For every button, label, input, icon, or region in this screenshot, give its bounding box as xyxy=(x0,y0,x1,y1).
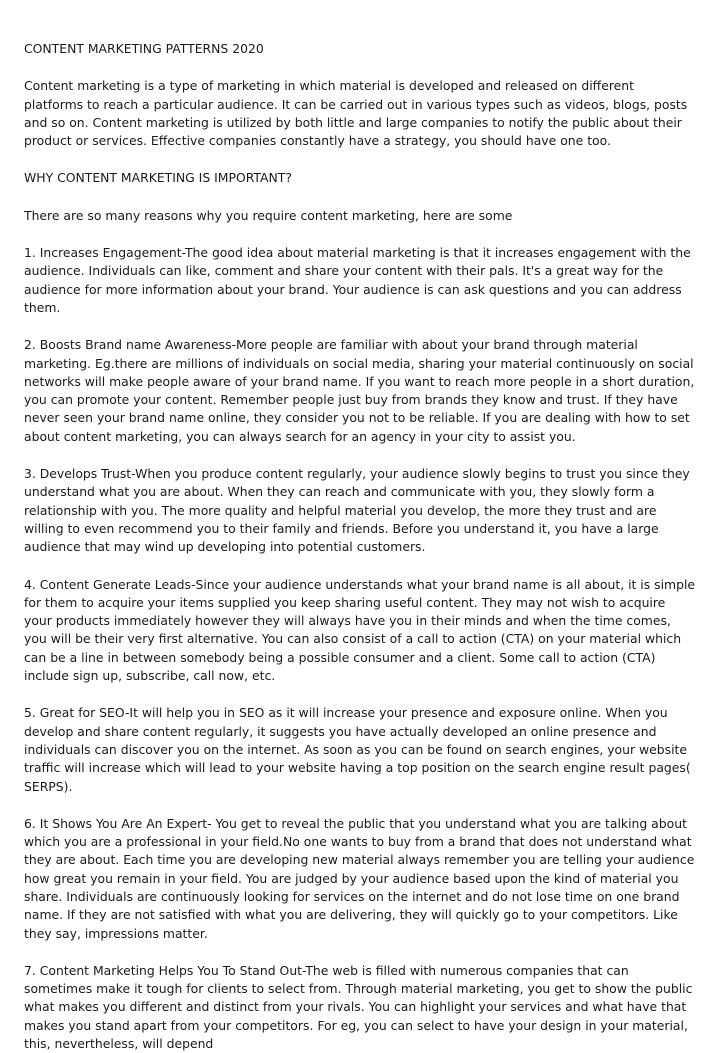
point-paragraph-4: 4. Content Generate Leads-Since your audience understands what your brand name is all about, it is simple for them to acquire your items supplied you keep sharing useful content. They may not wish to acquire your products immediately however they will always have you in their minds and when the time comes, you will be their very first alternative. You can also consist of a call to action (CTA) on your material which can be a line in between somebody being a possible consumer and a client. Some call to action (CTA) include sign up, subscribe, call now, etc. xyxy=(24,576,696,684)
point-paragraph-6: 6. It Shows You Are An Expert- You get to reveal the public that you understand what you are talking about which you are a professional in your field.No one wants to buy from a brand that does not understand what they are about. Each time you are developing new material always remember you are telling your audience how great you remain in your field. You are judged by your audience based upon the kind of material you share. Individuals are continuously looking for services on the internet and do not lose time on one brand name. If they are not satisfied with what you are delivering, they will quickly go to your competitors. Like they say, impressions matter. xyxy=(24,815,695,941)
point-paragraph-2: 2. Boosts Brand name Awareness-More people are familiar with about your brand through material marketing. Eg.there are millions of individuals on social media, sharing your material continuously on social networks will make people aware of your brand name. If you want to reach more people in a short duration, you can promote your content. Remember people just buy from brands they know and trust. If they have never seen your brand name online, they consider you not to be reliable. If you are dealing with how to set about content marketing, you can always search for an agency in your city to assist you. xyxy=(24,337,695,444)
document-title: CONTENT MARKETING PATTERNS 2020 xyxy=(24,41,264,56)
point-paragraph-5: 5. Great for SEO-It will help you in SEO as it will increase your presence and exposure online. When you develop and share content regularly, it suggests you have actually developed an online presence and individuals can discover you on the internet. As soon as you can be found on search engines, your website traffic will increase which will lead to your website having a top position on the search engine result pages( SERPS). xyxy=(24,705,691,794)
intro-paragraph: Content marketing is a type of marketing in which material is developed and released on different platforms to reach a particular audience. It can be carried out in various types such as videos, blogs, posts and so on. Content marketing is utilized by both little and large companies to notify the public about their product or services. Effective companies constantly have a strategy, you should have one too. xyxy=(24,78,688,149)
section-heading: WHY CONTENT MARKETING IS IMPORTANT? xyxy=(24,170,292,186)
point-paragraph-3: 3. Develops Trust-When you produce content regularly, your audience slowly begins to trust you since they understand what you are about. When they can reach and communicate with you, they slowly form a relationship with you. The more quality and helpful material you develop, the more they trust and are willing to even recommend you to their family and friends. Before you understand it, you have a large audience that may wind up developing into potential customers. xyxy=(24,466,690,555)
point-paragraph-1: 1. Increases Engagement-The good idea about material marketing is that it increases engagement with the audience. Individuals can like, comment and share your content with their pals. It's a great way for the audience for more information about your brand. Your audience is can ask questions and you can address them. xyxy=(24,245,691,315)
point-paragraph-7: 7. Content Marketing Helps You To Stand Out-The web is filled with numerous companies that can sometimes make it tough for clients to select from. Through material marketing, you get to show the public what makes you different and distinct from your rivals. You can highlight your services and what have that makes you stand apart from your competitors. For eg, you can select to have your design in your material, this, nevertheless, will depend xyxy=(24,962,693,1052)
lead-paragraph: There are so many reasons why you require content marketing, here are some xyxy=(24,207,513,223)
